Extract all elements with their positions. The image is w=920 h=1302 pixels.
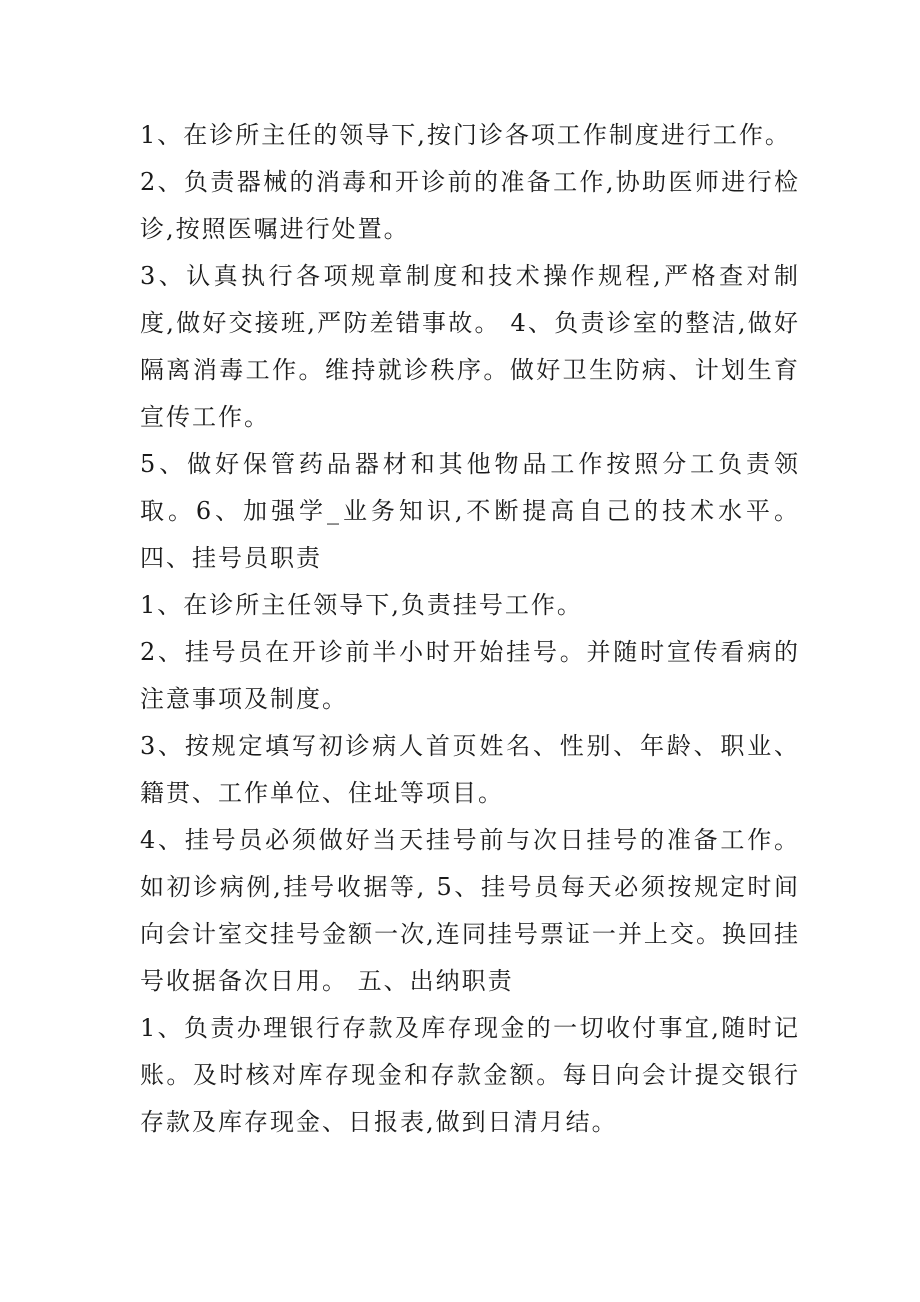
paragraph-2: 2、负责器械的消毒和开诊前的准备工作,协助医师进行检诊,按照医嘱进行处置。 — [140, 168, 800, 243]
paragraph-3: 3、认真执行各项规章制度和技术操作规程,严格查对制度,做好交接班,严防差错事故。 4、负责诊室的整洁,做好隔离消毒工作。维持就诊秩序。做好卫生防病、计划生育宣传工作。 — [140, 262, 800, 431]
paragraph-9: 1、负责办理银行存款及库存现金的一切收付事宜,随时记账。及时核对库存现金和存款金额。每日向会计提交银行存款及库存现金、日报表,做到日清月结。 — [140, 1014, 800, 1136]
paragraph-6: 2、挂号员在开诊前半小时开始挂号。并随时宣传看病的注意事项及制度。 — [140, 638, 800, 713]
paragraph-1: 1、在诊所主任的领导下,按门诊各项工作制度进行工作。 — [140, 121, 791, 149]
paragraph-4: 5、做好保管药品器材和其他物品工作按照分工负责领取。6、加强学_业务知识,不断提高自己的技术水平。 四、挂号员职责 — [140, 450, 800, 572]
paragraph-8: 4、挂号员必须做好当天挂号前与次日挂号的准备工作。如初诊病例,挂号收据等, 5、挂号员每天必须按规定时间向会计室交挂号金额一次,连同挂号票证一并上交。换回挂号收据备次日用。 五、出纳职责 — [140, 826, 800, 995]
paragraph-7: 3、按规定填写初诊病人首页姓名、性别、年龄、职业、籍贯、工作单位、住址等项目。 — [140, 732, 800, 807]
paragraph-5: 1、在诊所主任领导下,负责挂号工作。 — [140, 591, 583, 619]
document-body — [140, 112, 800, 1146]
